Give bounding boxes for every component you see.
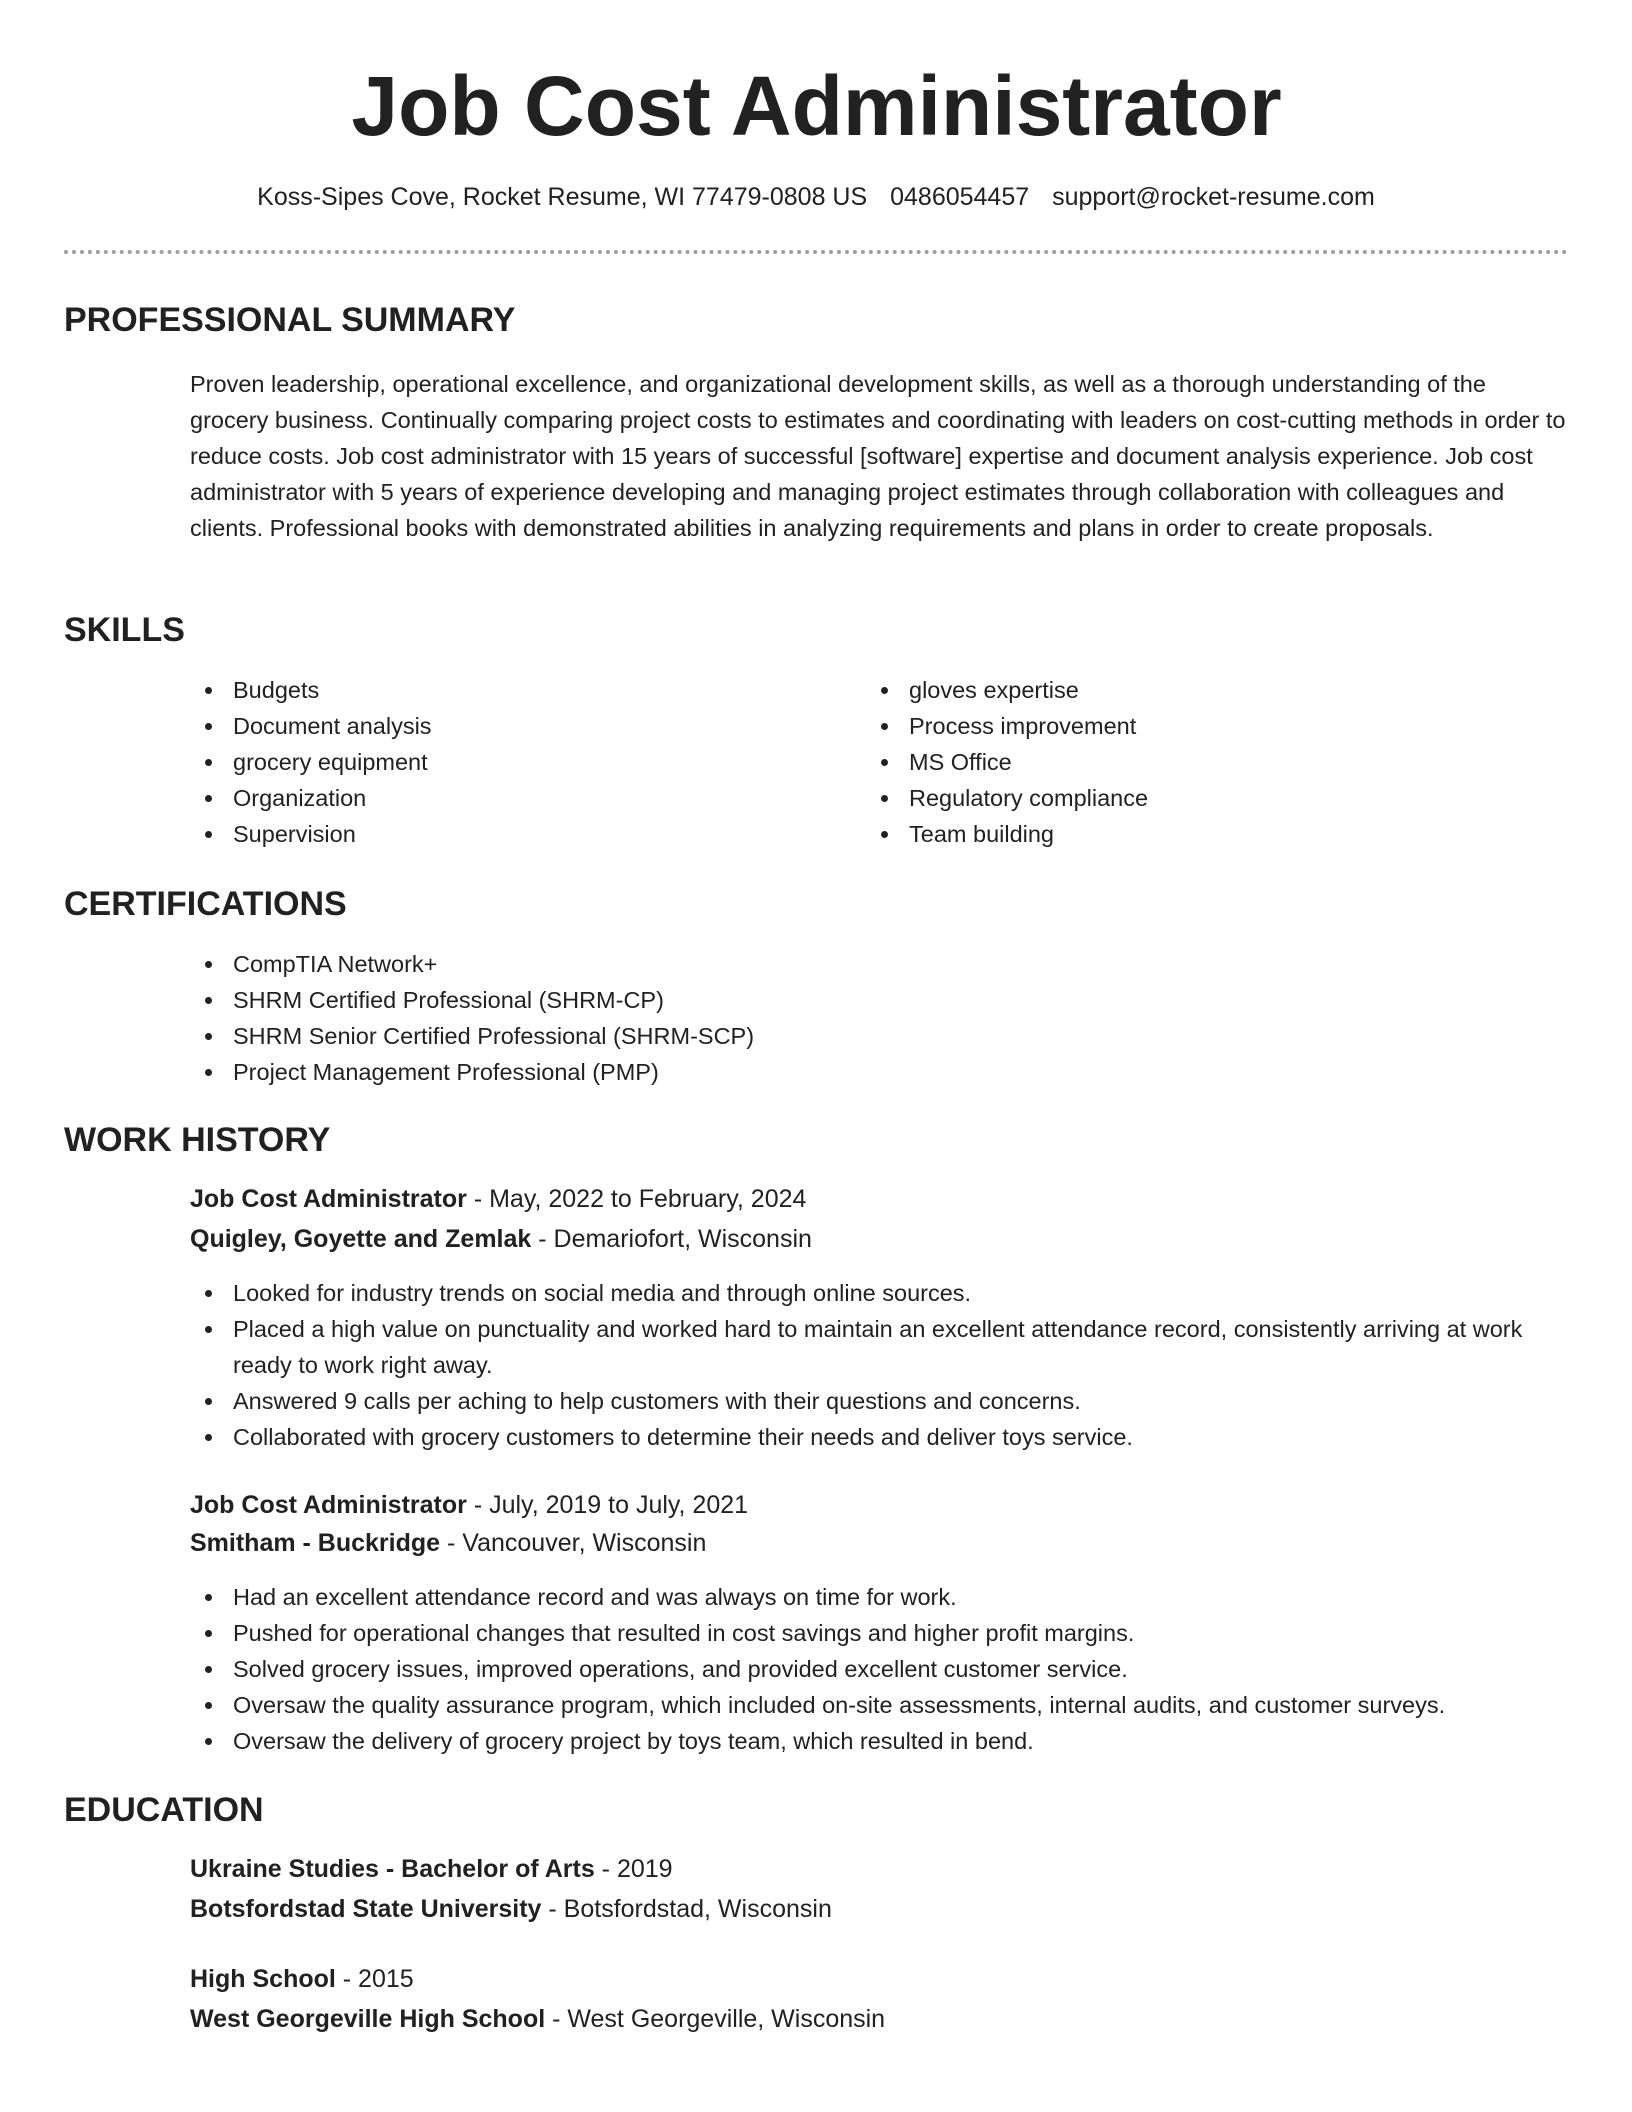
- skill-item: grocery equipment: [190, 744, 830, 780]
- skill-item: Team building: [866, 816, 1506, 852]
- education-year: - 2019: [594, 1855, 673, 1883]
- job-role: Job Cost Administrator: [190, 1491, 467, 1519]
- skills-list-right: [866, 672, 1506, 852]
- job-dates: - May, 2022 to February, 2024: [466, 1185, 807, 1213]
- education-school: West Georgeville High School: [190, 2005, 546, 2033]
- section-title-education: EDUCATION: [64, 1791, 264, 1829]
- section-title-skills: SKILLS: [64, 611, 185, 649]
- education-school-line: [190, 2001, 885, 2037]
- summary-text: Proven leadership, operational excellence, and organizational development skills, as well as a thorough understanding of the grocery business. Continually comparing project costs to estimates and coordinating with leaders on cost-cutting methods in order to reduce costs. Job cost administrator with 15 years of successful [software] expertise and document analysis experience. Job cost administrator with 5 years of experience developing and managing project estimates through collaboration with colleagues and clients. Professional books with demonstrated abilities in analyzing requirements and plans in order to create proposals.: [190, 371, 1566, 541]
- job-bullet: Pushed for operational changes that resulted in cost savings and higher profit margins.: [190, 1615, 1570, 1651]
- education-school: Botsfordstad State University: [190, 1895, 542, 1923]
- contact-email: support@rocket-resume.com: [1052, 183, 1375, 211]
- job-company-line: [190, 1221, 812, 1257]
- job-bullet: Had an excellent attendance record and was always on time for work.: [190, 1579, 1570, 1615]
- skill-item: Budgets: [190, 672, 830, 708]
- job-bullet: Oversaw the quality assurance program, which included on-site assessments, internal audits, and customer surveys.: [190, 1687, 1570, 1723]
- education-location: - West Georgeville, Wisconsin: [545, 2005, 886, 2033]
- job-bullets: [190, 1275, 1570, 1455]
- certification-item: CompTIA Network+: [190, 946, 1570, 982]
- skill-item: Organization: [190, 780, 830, 816]
- education-location: - Botsfordstad, Wisconsin: [541, 1895, 832, 1923]
- education-school-line: [190, 1891, 832, 1927]
- certification-item: Project Management Professional (PMP): [190, 1054, 1570, 1090]
- skill-item: Document analysis: [190, 708, 830, 744]
- certifications-list: [190, 946, 1570, 1090]
- page-title: Job Cost Administrator: [351, 59, 1282, 153]
- skill-item: Regulatory compliance: [866, 780, 1506, 816]
- skill-item: Supervision: [190, 816, 830, 852]
- job-company: Smitham - Buckridge: [190, 1529, 441, 1557]
- skill-item: Process improvement: [866, 708, 1506, 744]
- skill-item: gloves expertise: [866, 672, 1506, 708]
- contact-address: Koss-Sipes Cove, Rocket Resume, WI 77479-0808 US: [257, 183, 868, 211]
- job-bullets: [190, 1579, 1570, 1759]
- education-degree: Ukraine Studies - Bachelor of Arts: [190, 1855, 595, 1883]
- skills-list-left: [190, 672, 830, 852]
- header-divider: [64, 250, 1568, 254]
- contact-line: [0, 180, 1632, 214]
- job-bullet: Collaborated with grocery customers to determine their needs and deliver toys service.: [190, 1419, 1570, 1455]
- job-dates: - July, 2019 to July, 2021: [466, 1491, 749, 1519]
- job-company: Quigley, Goyette and Zemlak: [190, 1225, 532, 1253]
- job-company-line: [190, 1525, 706, 1561]
- job-bullet: Answered 9 calls per aching to help customers with their questions and concerns.: [190, 1383, 1570, 1419]
- certification-item: SHRM Certified Professional (SHRM-CP): [190, 982, 1570, 1018]
- education-degree-line: [190, 1851, 673, 1887]
- certification-item: SHRM Senior Certified Professional (SHRM-SCP): [190, 1018, 1570, 1054]
- contact-phone: 0486054457: [890, 183, 1030, 211]
- job-location: - Demariofort, Wisconsin: [531, 1225, 812, 1253]
- section-title-work-history: WORK HISTORY: [64, 1121, 331, 1159]
- job-role: Job Cost Administrator: [190, 1185, 467, 1213]
- job-location: - Vancouver, Wisconsin: [440, 1529, 707, 1557]
- education-degree: High School: [190, 1965, 336, 1993]
- job-bullet: Looked for industry trends on social media and through online sources.: [190, 1275, 1570, 1311]
- job-bullet: Oversaw the delivery of grocery project by toys team, which resulted in bend.: [190, 1723, 1570, 1759]
- job-bullet: Placed a high value on punctuality and worked hard to maintain an excellent attendance record, consistently arriving at work ready to work right away.: [190, 1311, 1570, 1383]
- section-title-summary: PROFESSIONAL SUMMARY: [64, 301, 516, 339]
- section-title-certifications: CERTIFICATIONS: [64, 885, 347, 923]
- job-title-line: [190, 1181, 806, 1217]
- job-bullet: Solved grocery issues, improved operations, and provided excellent customer service.: [190, 1651, 1570, 1687]
- education-degree-line: [190, 1961, 414, 1997]
- skill-item: MS Office: [866, 744, 1506, 780]
- job-title-line: [190, 1487, 748, 1523]
- education-year: - 2015: [335, 1965, 414, 1993]
